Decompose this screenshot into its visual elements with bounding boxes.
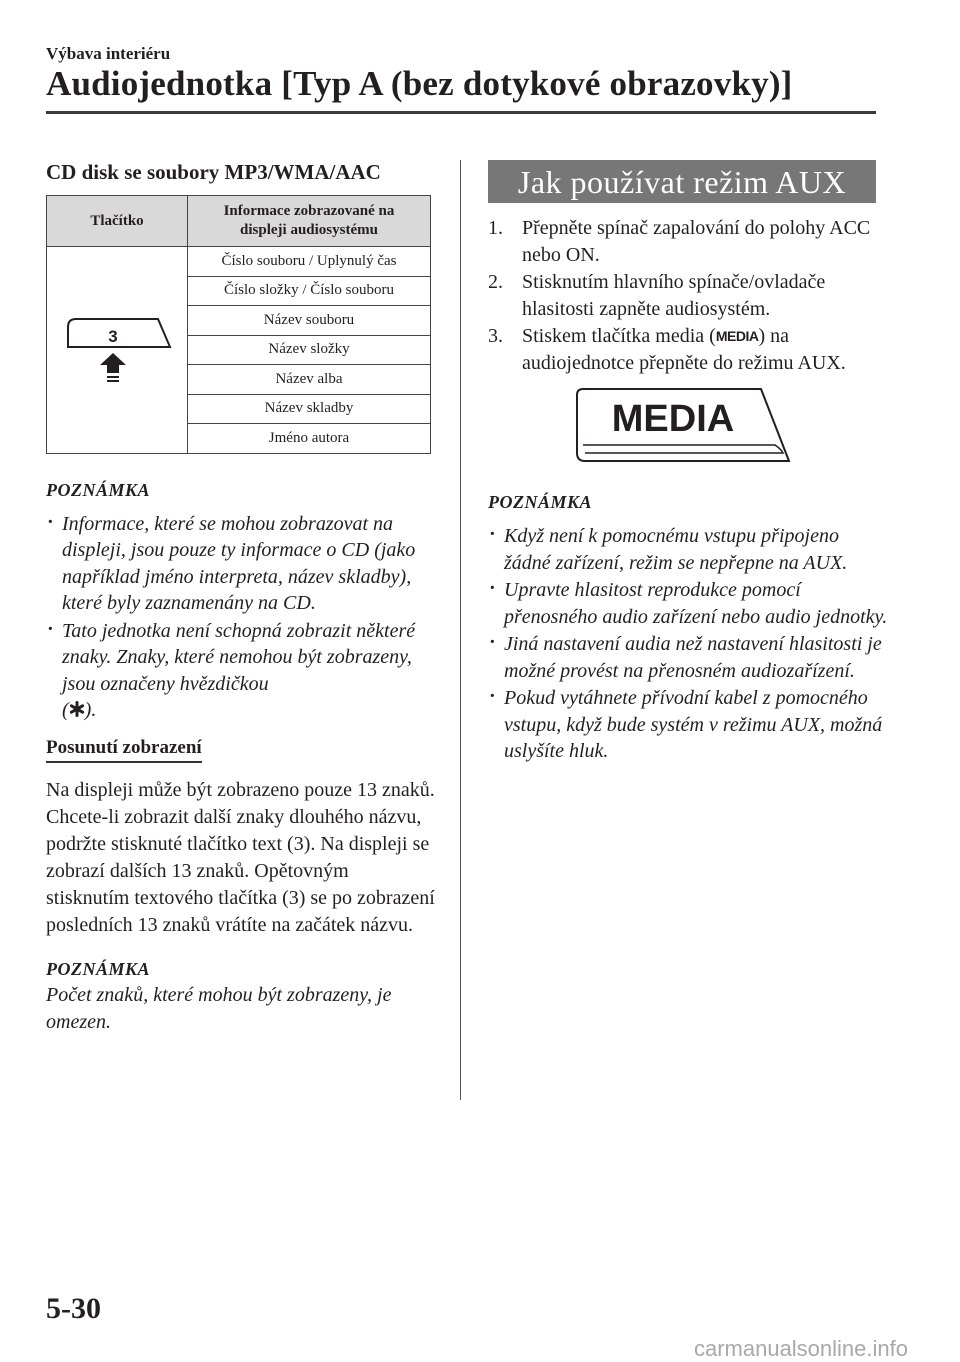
table-row: Název skladby (188, 394, 431, 424)
table-row: Jméno autora (188, 424, 431, 454)
page-number: 5-30 (46, 1292, 101, 1325)
table-row: Název souboru (188, 306, 431, 336)
note-list (46, 511, 436, 724)
note-label: POZNÁMKA (488, 492, 593, 512)
button-3-icon (58, 307, 176, 387)
note-text: Počet znaků, které mohou být zobrazeny, je omezen. (46, 983, 392, 1033)
title-rule (46, 111, 876, 114)
note-label: POZNÁMKA (46, 479, 151, 500)
list-item (488, 215, 888, 269)
media-button-illustration (575, 387, 888, 472)
list-item (488, 631, 888, 684)
step-number: 3. (488, 325, 503, 347)
note-item-text: Pokud vytáhnete přívodní kabel z pomocného vstupu, když bude systém v režimu AUX, možná uslyšíte hluk. (504, 687, 883, 762)
table-header-button: Tlačítko (47, 196, 188, 247)
media-button-icon (575, 387, 795, 467)
step-text: ) na audiojednotce přepněte do režimu AUX. (522, 325, 846, 374)
table-header-info (188, 196, 431, 247)
text-button-illustration (47, 247, 188, 454)
note-label: POZNÁMKA (46, 958, 151, 979)
scroll-display-body: Na displeji může být zobrazeno pouze 13 znaků. Chcete-li zobrazit další znaky dlouhého názvu, podržte stisknuté tlačítko text (3). Na displeji se zobrazí dalších 13 znaků. Opětovným stisknutím textového tlačítka (3) se po zobrazení posledních 13 znaků vrátíte na začátek názvu. (46, 778, 435, 936)
table-row: Název alba (188, 365, 431, 395)
info-table (46, 195, 431, 454)
media-button-label: MEDIA (611, 398, 735, 440)
section-kicker: Výbava interiéru (46, 44, 171, 63)
table-row: Název složky (188, 335, 431, 365)
list-item (488, 523, 888, 576)
list-item: · Tato jednotka není schopná zobrazit některé znaky. Znaky, které nemohou být zobrazeny, jsou označeny hvězdičkou ( ). (46, 618, 436, 724)
note-item-text: Informace, které se mohou zobrazovat na displeji, jsou pouze ty informace o CD (jako například jméno interpreta, název skladby), které byly zaznamenány na CD. (62, 512, 416, 614)
aux-mode-banner: Jak používat režim AUX (488, 160, 876, 203)
table-row: Číslo souboru / Uplynulý čas (188, 247, 431, 277)
note-item-text: Tato jednotka není schopná zobrazit některé znaky. Znaky, které nemohou být zobrazeny, jsou označeny hvězdičkou (62, 619, 416, 695)
aux-steps (488, 215, 888, 377)
step-text: Stisknutím hlavního spínače/ovladače hlasitosti zapněte audiosystém. (522, 271, 826, 320)
table-header-info-line2: displeji audiosystému (240, 222, 378, 238)
list-item (488, 323, 888, 377)
right-column (488, 160, 888, 766)
step-text: Přepněte spínač zapalování do polohy ACC nebo ON. (522, 217, 871, 266)
step-number: 1. (488, 217, 503, 239)
note-item-text: Upravte hlasitost reprodukce pomocí přenosného audio zařízení nebo audio jednotky. (504, 579, 888, 628)
note-list (488, 523, 888, 765)
button-3-label: 3 (108, 327, 118, 347)
asterisk-icon (69, 701, 85, 717)
step-text: Stiskem tlačítka media ( (522, 325, 716, 347)
left-column (46, 160, 436, 1036)
media-inline-icon: MEDIA (715, 328, 759, 344)
press-arrow-icon (100, 353, 126, 373)
table-header-info-line1: Informace zobrazované na (223, 203, 395, 219)
table-row: Číslo složky / Číslo souboru (188, 276, 431, 306)
page-title: Audiojednotka [Typ A (bez dotykové obrazovky)] (46, 64, 793, 103)
note-item-text: Když není k pomocnému vstupu připojeno žádné zařízení, režim se nepřepne na AUX. (504, 525, 848, 574)
column-divider (460, 160, 461, 1100)
step-number: 2. (488, 271, 503, 293)
note-item-text: Jiná nastavení audia než nastavení hlasitosti je možné provést na přenosném audiozařízení. (504, 633, 882, 682)
list-item (488, 269, 888, 323)
list-item (488, 577, 888, 630)
watermark: carmanualsonline.info (693, 1336, 908, 1361)
list-item (46, 511, 436, 617)
cd-mp3-heading: CD disk se soubory MP3/WMA/AAC (46, 160, 381, 184)
list-item (488, 685, 888, 765)
scroll-display-heading: Posunutí zobrazení (46, 737, 202, 763)
